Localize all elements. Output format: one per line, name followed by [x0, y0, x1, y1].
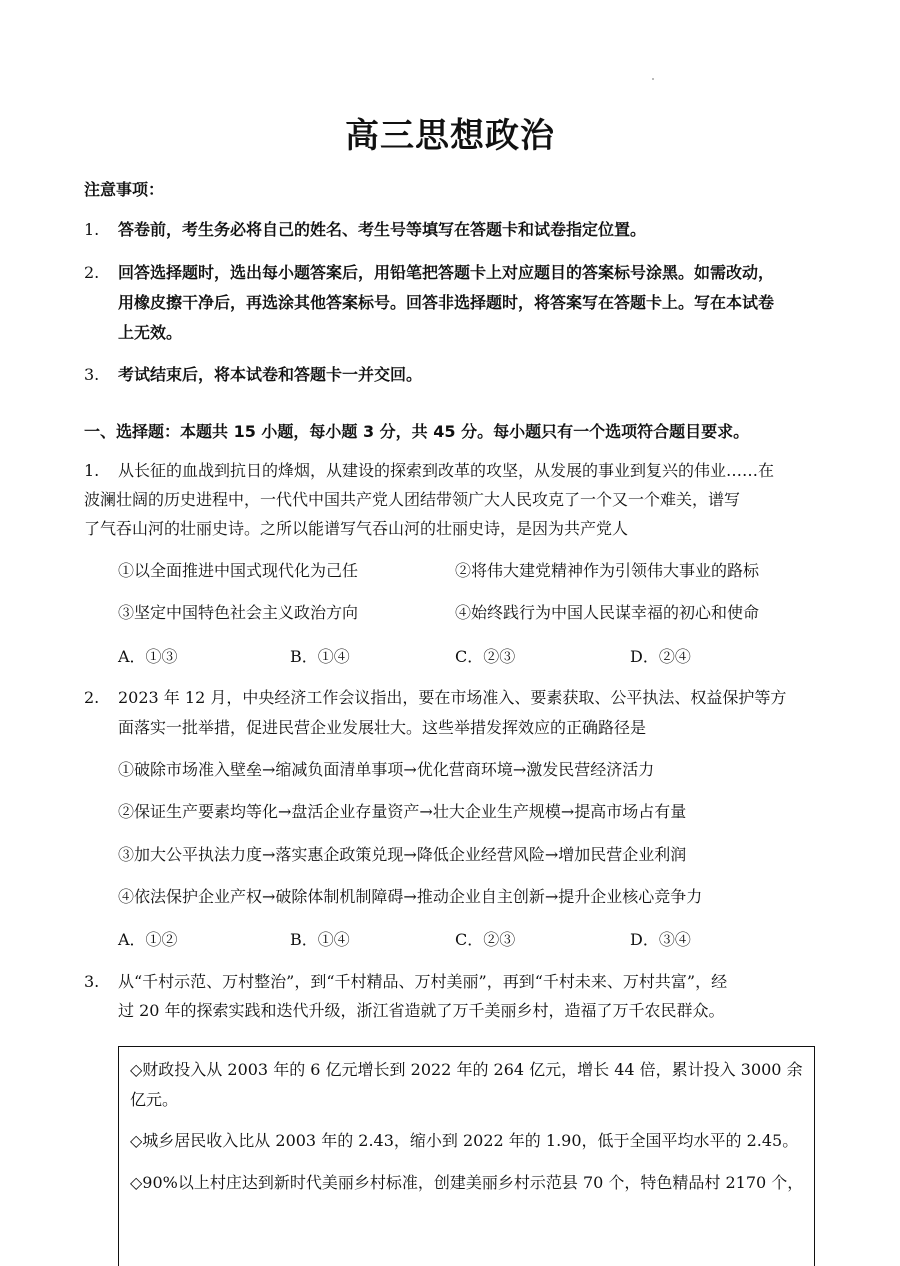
q1-statement-1: ①以全面推进中国式现代化为己任: [118, 561, 359, 580]
q3-number: 3.: [84, 972, 100, 991]
q2-choice-b: B．①④: [290, 930, 350, 949]
q1-statement-4: ④始终践行为中国人民谋幸福的初心和使命: [455, 603, 760, 622]
q2-choice-c: C．②③: [455, 930, 516, 949]
page-title: 高三思想政治: [345, 116, 555, 156]
q3-box-line-4: ◇90%以上村庄达到新时代美丽乡村标准，创建美丽乡村示范县 70 个，特色精品村 2170 个，: [130, 1173, 804, 1192]
q1-choice-d: D．②④: [630, 647, 691, 666]
q1-stem-line-1: 从长征的血战到抗日的烽烟，从建设的探索到改革的攻坚，从发展的事业到复兴的伟业……在: [118, 461, 775, 480]
q1-stem-line-2: 波澜壮阔的历史进程中，一代代中国共产党人团结带领广大人民攻克了一个又一个难关，谱写: [84, 490, 741, 509]
q1-choice-c: C．②③: [455, 647, 516, 666]
q1-number: 1.: [84, 461, 100, 480]
q2-statement-2: ②保证生产要素均等化→盘活企业存量资产→壮大企业生产规模→提高市场占有量: [118, 802, 687, 821]
q1-choice-b: B．①④: [290, 647, 350, 666]
notice-item-2-line-1: 回答选择题时，选出每小题答案后，用铅笔把答题卡上对应题目的答案标号涂黑。如需改动，: [118, 263, 775, 282]
q1-statement-3: ③坚定中国特色社会主义政治方向: [118, 603, 359, 622]
q3-box-line-2: 亿元。: [130, 1090, 179, 1109]
q3-box-line-1: ◇财政投入从 2003 年的 6 亿元增长到 2022 年的 264 亿元，增长 44 倍，累计投入 3000 余: [130, 1060, 803, 1079]
q2-number: 2.: [84, 688, 100, 707]
q3-stem-line-1: 从“千村示范、万村整治”，到“千村精品、万村美丽”，再到“千村未来、万村共富”，经: [118, 972, 728, 991]
q2-statement-3: ③加大公平执法力度→落实惠企政策兑现→降低企业经营风险→增加民营企业利润: [118, 845, 687, 864]
q1-stem-line-3: 了气吞山河的壮丽史诗。之所以能谱写气吞山河的壮丽史诗，是因为共产党人: [84, 519, 629, 538]
q3-box-line-3: ◇城乡居民收入比从 2003 年的 2.43，缩小到 2022 年的 1.90，低于全国平均水平的 2.45。: [130, 1131, 799, 1150]
notice-item-2-line-2: 用橡皮擦干净后，再选涂其他答案标号。回答非选择题时，将答案写在答题卡上。写在本试卷: [118, 293, 775, 312]
notice-item-3-line-1: 考试结束后，将本试卷和答题卡一并交回。: [118, 365, 423, 384]
q2-choice-d: D．③④: [630, 930, 691, 949]
notice-item-2-number: 2.: [84, 263, 100, 282]
notice-item-1-line-1: 答卷前，考生务必将自己的姓名、考生号等填写在答题卡和试卷指定位置。: [118, 220, 647, 239]
section-heading: 一、选择题：本题共 15 小题，每小题 3 分，共 45 分。每小题只有一个选项符合题目要求。: [84, 422, 750, 441]
scan-dot: [652, 78, 654, 80]
notice-item-1-number: 1.: [84, 220, 100, 239]
notice-item-3-number: 3.: [84, 365, 100, 384]
q3-stem-line-2: 过 20 年的探索实践和迭代升级，浙江省造就了万千美丽乡村，造福了万千农民群众。: [118, 1001, 725, 1020]
notice-heading: 注意事项：: [84, 180, 165, 199]
q1-choice-a: A．①③: [118, 647, 178, 666]
q1-statement-2: ②将伟大建党精神作为引领伟大事业的路标: [455, 561, 760, 580]
q2-statement-4: ④依法保护企业产权→破除体制机制障碍→推动企业自主创新→提升企业核心竞争力: [118, 887, 703, 906]
q2-statement-1: ①破除市场准入壁垒→缩减负面清单事项→优化营商环境→激发民营经济活力: [118, 760, 655, 779]
notice-item-2-line-3: 上无效。: [118, 323, 183, 342]
q2-choice-a: A．①②: [118, 930, 178, 949]
q2-stem-line-1: 2023 年 12 月，中央经济工作会议指出，要在市场准入、要素获取、公平执法、权益保护等方: [118, 688, 787, 707]
q2-stem-line-2: 面落实一批举措，促进民营企业发展壮大。这些举措发挥效应的正确路径是: [118, 718, 647, 737]
